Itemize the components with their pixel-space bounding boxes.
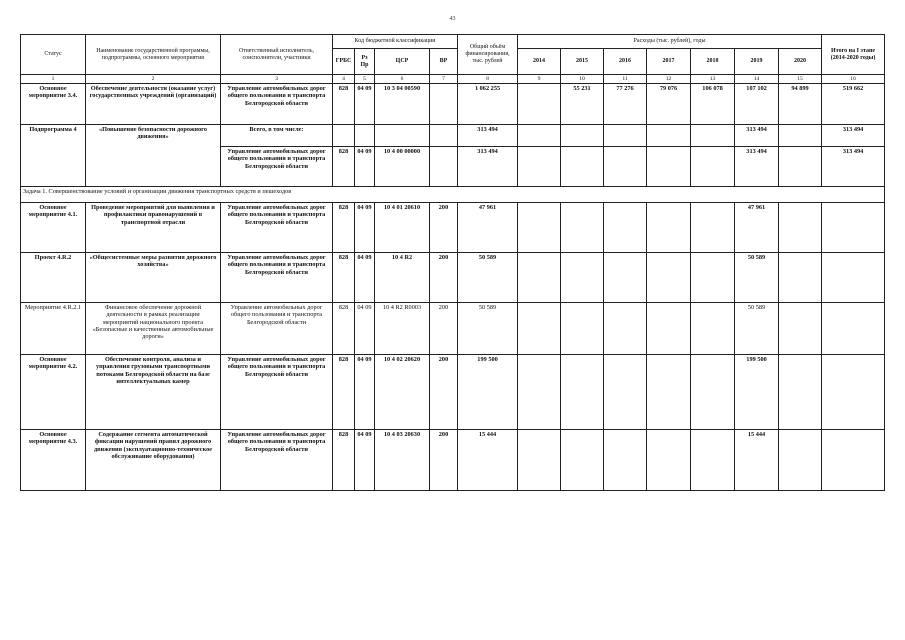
column-number: 11 (604, 75, 647, 84)
header-year: 2020 (779, 49, 822, 75)
row-grbs: 828 (333, 147, 355, 187)
row-2014 (518, 203, 561, 253)
row-2014 (518, 355, 561, 430)
row-rzpr (355, 125, 375, 147)
row-2015 (561, 203, 604, 253)
row-2015 (561, 125, 604, 147)
row-2015 (561, 147, 604, 187)
budget-table (20, 34, 885, 491)
row-2018 (691, 430, 735, 491)
row-name: Обеспечение контроля, анализа и управления грузовыми транспортными потоками Белгородской области на базе интеллектуальных камер (86, 355, 221, 430)
row-2016: 77 276 (604, 84, 647, 125)
row-status: Мероприятие 4.R.2.1 (21, 303, 86, 355)
row-grbs (333, 125, 355, 147)
row-executor: Управление автомобильных дорог общего пользования и транспорта Белгородской области (221, 355, 333, 430)
table-row (21, 125, 885, 147)
row-2018: 106 078 (691, 84, 735, 125)
table-row (21, 303, 885, 355)
row-2016 (604, 430, 647, 491)
column-number: 14 (735, 75, 779, 84)
row-vr: 200 (430, 303, 458, 355)
column-number: 7 (430, 75, 458, 84)
row-vr: 200 (430, 203, 458, 253)
column-number: 3 (221, 75, 333, 84)
row-grbs: 828 (333, 203, 355, 253)
row-total: 199 500 (458, 355, 518, 430)
row-grbs: 828 (333, 84, 355, 125)
row-stage: 519 662 (822, 84, 885, 125)
row-name: Проведение мероприятий для выявления и профилактики правонарушений в транспортной отрасли (86, 203, 221, 253)
row-2016 (604, 203, 647, 253)
row-2020 (779, 125, 822, 147)
page-number: 43 (449, 16, 456, 22)
row-csr: 10 4 01 20610 (375, 203, 430, 253)
row-stage (822, 253, 885, 303)
row-stage: 313 494 (822, 147, 885, 187)
row-vr: 200 (430, 355, 458, 430)
header-stage-total: Итого на I этапе (2014-2020 годы) (822, 35, 885, 75)
column-number: 12 (647, 75, 691, 84)
row-2014 (518, 430, 561, 491)
column-number: 6 (375, 75, 430, 84)
row-2018 (691, 125, 735, 147)
row-2017 (647, 147, 691, 187)
row-2018 (691, 253, 735, 303)
row-total: 1 062 255 (458, 84, 518, 125)
row-2014 (518, 125, 561, 147)
row-2019: 107 102 (735, 84, 779, 125)
row-2016 (604, 253, 647, 303)
row-2019: 313 494 (735, 125, 779, 147)
header-executor: Ответственный исполнитель, соисполнители, участники (221, 35, 333, 75)
row-grbs: 828 (333, 355, 355, 430)
column-number: 1 (21, 75, 86, 84)
row-grbs: 828 (333, 430, 355, 491)
header-grbs: ГРБС (333, 49, 355, 75)
header-expenses: Расходы (тыс. рублей), годы (518, 35, 822, 49)
row-2018 (691, 303, 735, 355)
column-number: 2 (86, 75, 221, 84)
row-stage (822, 303, 885, 355)
row-status: Основное мероприятие 4.3. (21, 430, 86, 491)
header-total-volume: Общий объём финансирования, тыс. рублей (458, 35, 518, 75)
row-rzpr: 04 09 (355, 430, 375, 491)
row-2019: 50 589 (735, 253, 779, 303)
row-vr (430, 125, 458, 147)
row-2020 (779, 253, 822, 303)
table-row (21, 430, 885, 491)
row-2020 (779, 147, 822, 187)
row-rzpr: 04 09 (355, 253, 375, 303)
column-number: 4 (333, 75, 355, 84)
row-vr: 200 (430, 430, 458, 491)
column-number-row (21, 75, 885, 84)
row-executor: Управление автомобильных дорог общего пользования и транспорта Белгородской области (221, 303, 333, 355)
row-vr: 200 (430, 253, 458, 303)
row-rzpr: 04 09 (355, 355, 375, 430)
row-2019: 313 494 (735, 147, 779, 187)
row-executor: Управление автомобильных дорог общего пользования и транспорта Белгородской области (221, 203, 333, 253)
row-csr: 10 4 03 20630 (375, 430, 430, 491)
table-row (21, 84, 885, 125)
row-total: 50 589 (458, 303, 518, 355)
row-2019: 15 444 (735, 430, 779, 491)
row-total: 313 494 (458, 125, 518, 147)
row-csr (375, 125, 430, 147)
column-number: 9 (518, 75, 561, 84)
row-2016 (604, 355, 647, 430)
column-number: 8 (458, 75, 518, 84)
column-number: 16 (822, 75, 885, 84)
header-year: 2015 (561, 49, 604, 75)
row-grbs: 828 (333, 303, 355, 355)
row-total: 50 589 (458, 253, 518, 303)
row-2020 (779, 303, 822, 355)
row-csr: 10 4 R2 R0003 (375, 303, 430, 355)
row-2020 (779, 203, 822, 253)
row-2018 (691, 147, 735, 187)
row-vr (430, 147, 458, 187)
row-rzpr: 04 09 (355, 303, 375, 355)
header-vr: ВР (430, 49, 458, 75)
row-2017 (647, 355, 691, 430)
table-row (21, 203, 885, 253)
header-year: 2017 (647, 49, 691, 75)
column-number: 5 (355, 75, 375, 84)
row-grbs: 828 (333, 253, 355, 303)
row-executor: Управление автомобильных дорог общего пользования и транспорта Белгородской области (221, 147, 333, 187)
row-2015 (561, 253, 604, 303)
row-2017 (647, 203, 691, 253)
row-name: Финансовое обеспечение дорожной деятельности в рамках реализации мероприятий национального проекта «Безопасные и качественные автомобильные дороги» (86, 303, 221, 355)
row-rzpr: 04 09 (355, 203, 375, 253)
row-status: Основное мероприятие 4.2. (21, 355, 86, 430)
header-year: 2018 (691, 49, 735, 75)
table-row (21, 253, 885, 303)
row-stage (822, 355, 885, 430)
row-2014 (518, 253, 561, 303)
row-2019: 50 589 (735, 303, 779, 355)
column-number: 13 (691, 75, 735, 84)
row-2014 (518, 84, 561, 125)
header-year: 2014 (518, 49, 561, 75)
row-2017 (647, 253, 691, 303)
row-status: Основное мероприятие 3.4. (21, 84, 86, 125)
row-2017: 79 076 (647, 84, 691, 125)
row-2015 (561, 303, 604, 355)
row-vr (430, 84, 458, 125)
row-status: Подпрограмма 4 (21, 125, 86, 187)
header-year: 2016 (604, 49, 647, 75)
row-total: 15 444 (458, 430, 518, 491)
row-stage (822, 203, 885, 253)
row-2016 (604, 125, 647, 147)
row-csr: 10 4 02 20620 (375, 355, 430, 430)
row-2020 (779, 355, 822, 430)
row-stage (822, 430, 885, 491)
column-number: 10 (561, 75, 604, 84)
row-total: 47 961 (458, 203, 518, 253)
header-budget-code: Код бюджетной классификации (333, 35, 458, 49)
header-csr: ЦСР (375, 49, 430, 75)
row-2015 (561, 355, 604, 430)
column-number: 15 (779, 75, 822, 84)
row-2014 (518, 147, 561, 187)
row-executor: Всего, в том числе: (221, 125, 333, 147)
header-rzpr: Рз Пр (355, 49, 375, 75)
row-total: 313 494 (458, 147, 518, 187)
header-status: Статус (21, 35, 86, 75)
row-2019: 199 500 (735, 355, 779, 430)
row-2015 (561, 430, 604, 491)
row-executor: Управление автомобильных дорог общего пользования и транспорта Белгородской области (221, 253, 333, 303)
row-2019: 47 961 (735, 203, 779, 253)
row-rzpr: 04 09 (355, 84, 375, 125)
row-executor: Управление автомобильных дорог общего пользования и транспорта Белгородской области (221, 430, 333, 491)
row-name: «Повышение безопасности дорожного движения» (86, 125, 221, 187)
row-2016 (604, 303, 647, 355)
row-name: Содержание сегмента автоматической фиксации нарушений правил дорожного движения (эксплуатационно-техническое обслуживание оборудования) (86, 430, 221, 491)
row-2018 (691, 203, 735, 253)
row-name: Обеспечение деятельности (оказание услуг) государственных учреждений (организаций) (86, 84, 221, 125)
row-2016 (604, 147, 647, 187)
row-csr: 10 4 R2 (375, 253, 430, 303)
header-program-name: Наименование государственной программы, подпрограммы, основного мероприятия (86, 35, 221, 75)
row-2020 (779, 430, 822, 491)
row-rzpr: 04 09 (355, 147, 375, 187)
task-label: Задача 1. Совершенствование условий и организации движения транспортных средств и пешеходов (21, 187, 885, 203)
row-csr: 10 3 04 00590 (375, 84, 430, 125)
table-row (21, 355, 885, 430)
row-2018 (691, 355, 735, 430)
row-2017 (647, 303, 691, 355)
row-status: Основное мероприятие 4.1. (21, 203, 86, 253)
row-name: «Общесистемные меры развития дорожного хозяйства» (86, 253, 221, 303)
row-2020: 94 899 (779, 84, 822, 125)
row-2017 (647, 125, 691, 147)
task-row (21, 187, 885, 203)
row-2014 (518, 303, 561, 355)
row-csr: 10 4 00 00000 (375, 147, 430, 187)
row-executor: Управление автомобильных дорог общего пользования и транспорта Белгородской области (221, 84, 333, 125)
row-status: Проект 4.R.2 (21, 253, 86, 303)
row-2017 (647, 430, 691, 491)
row-stage: 313 494 (822, 125, 885, 147)
header-year: 2019 (735, 49, 779, 75)
row-2015: 55 231 (561, 84, 604, 125)
